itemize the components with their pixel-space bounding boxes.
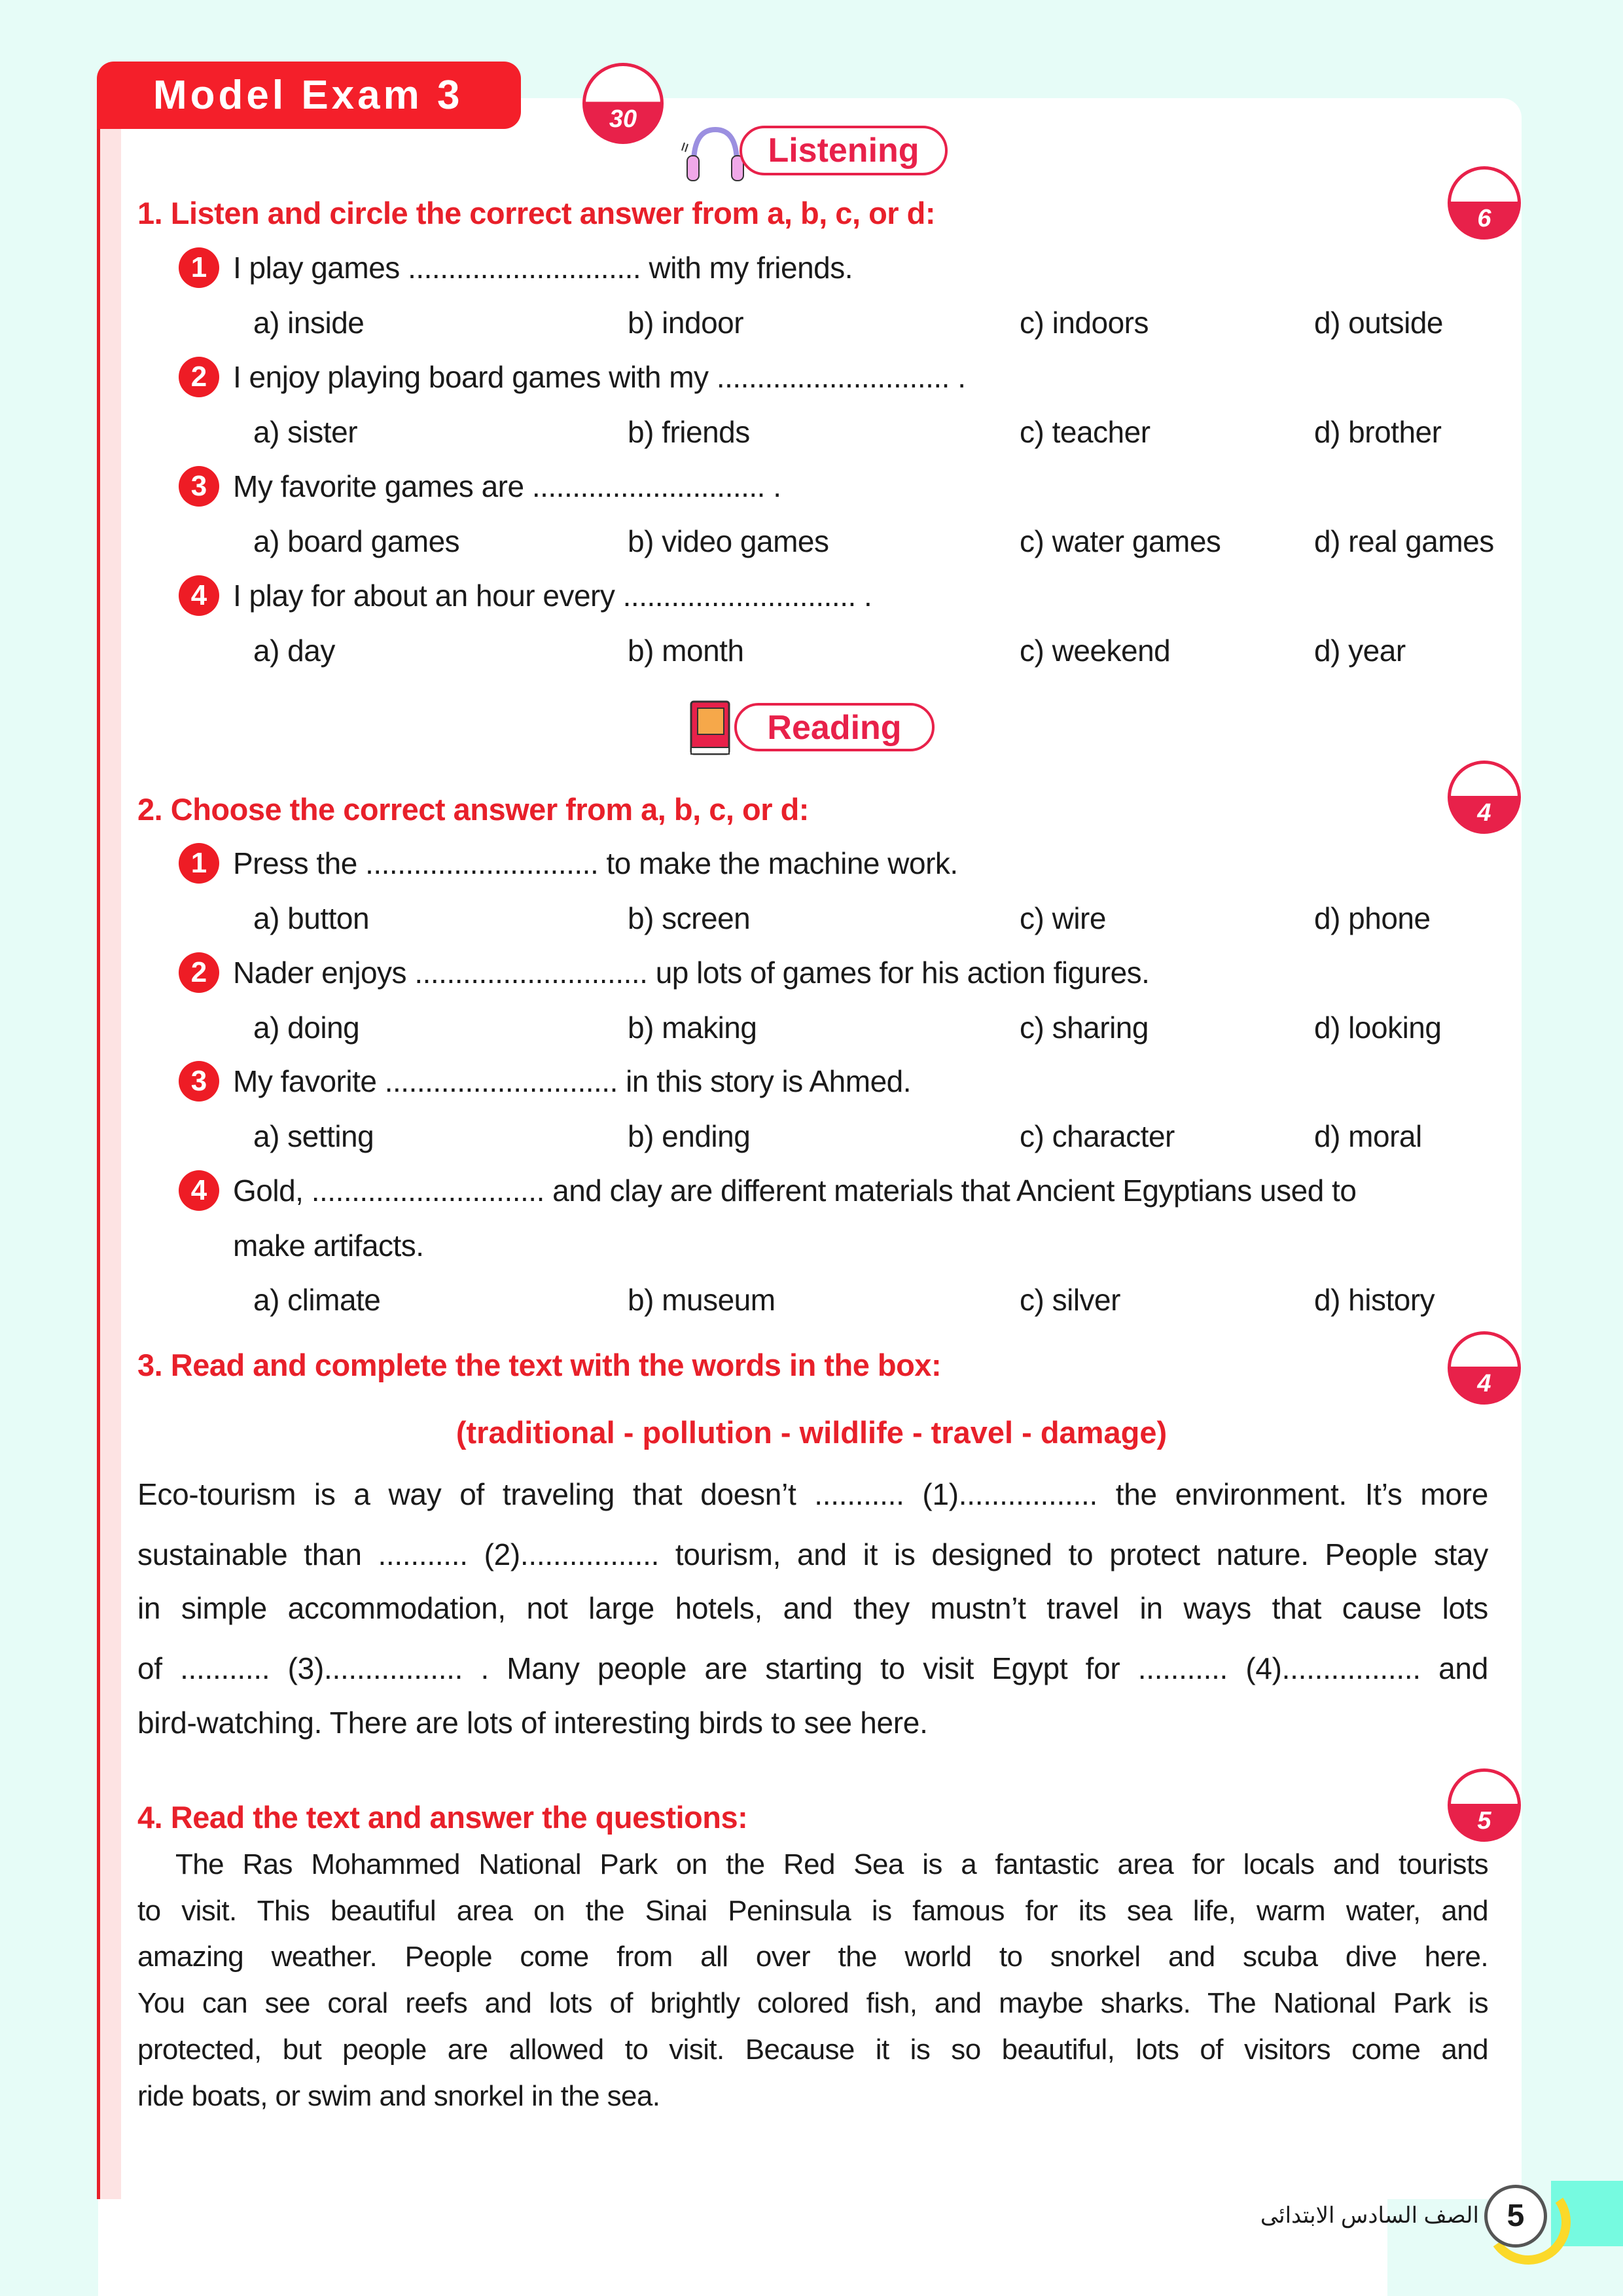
- grade-label: الصف السادس الابتدائى: [1260, 2203, 1479, 2228]
- answer-option: d) year: [1314, 633, 1406, 668]
- answer-option: d) phone: [1314, 901, 1431, 935]
- answer-option: b) making: [628, 1010, 757, 1045]
- question-text: Press the ............................. to make the machine work.: [233, 846, 958, 880]
- answer-option: c) teacher: [1020, 414, 1150, 449]
- question-text: I enjoy playing board games with my ............................. .: [233, 360, 966, 394]
- answer-option: d) moral: [1314, 1119, 1422, 1153]
- answer-option: a) button: [253, 901, 370, 935]
- answer-option: a) setting: [253, 1119, 374, 1153]
- answer-option: b) indoor: [628, 305, 744, 340]
- reading-passage-line: amazing weather. People come from all over the world to snorkel and scuba dive here.: [137, 1941, 1488, 1973]
- answer-option: b) month: [628, 633, 744, 668]
- question-4-heading: 4. Read the text and answer the questions:: [137, 1800, 748, 1835]
- question-number: 3: [179, 1061, 219, 1102]
- completion-text-line: in simple accommodation, not large hotels, and they mustn’t travel in ways that cause lots: [137, 1591, 1488, 1625]
- question-text: My favorite ............................. in this story is Ahmed.: [233, 1064, 912, 1098]
- question-text: I play games ............................. with my friends.: [233, 251, 853, 285]
- completion-text-line: bird-watching. There are lots of interesting birds to see here.: [137, 1706, 928, 1740]
- answer-option: c) weekend: [1020, 633, 1171, 668]
- answer-option: b) friends: [628, 414, 750, 449]
- answer-option: a) inside: [253, 305, 365, 340]
- question-2-score-value: 4: [1477, 799, 1491, 827]
- question-number: 1: [179, 843, 219, 884]
- question-4-score-value: 5: [1477, 1807, 1491, 1835]
- reading-label: Reading: [734, 703, 935, 751]
- question-text: My favorite games are ............................. .: [233, 469, 781, 503]
- answer-option: b) ending: [628, 1119, 751, 1153]
- listening-label: Listening: [740, 126, 948, 175]
- question-1-heading: 1. Listen and circle the correct answer from a, b, c, or d:: [137, 196, 935, 230]
- answer-option: d) real games: [1314, 524, 1494, 558]
- completion-text-line: sustainable than ........... (2)................. tourism, and it is designed to protect nature. People stay: [137, 1537, 1488, 1571]
- question-text-continuation: make artifacts.: [233, 1229, 424, 1263]
- page-number: 5: [1484, 2185, 1547, 2248]
- answer-option: a) board games: [253, 524, 460, 558]
- question-text: I play for about an hour every ............................. .: [233, 579, 872, 613]
- question-number: 2: [179, 357, 219, 397]
- answer-option: a) doing: [253, 1010, 360, 1045]
- answer-option: b) video games: [628, 524, 829, 558]
- question-number: 4: [179, 575, 219, 616]
- answer-option: a) climate: [253, 1283, 381, 1317]
- answer-option: d) looking: [1314, 1010, 1442, 1045]
- answer-option: a) sister: [253, 414, 358, 449]
- book-icon: [688, 699, 734, 758]
- answer-option: c) sharing: [1020, 1010, 1149, 1045]
- question-2-heading: 2. Choose the correct answer from a, b, c, or d:: [137, 792, 809, 827]
- question-3-score-value: 4: [1477, 1370, 1491, 1397]
- completion-text-line: of ........... (3)................. . Many people are starting to visit Egypt for ........... (4)................. and: [137, 1651, 1488, 1685]
- answer-option: c) wire: [1020, 901, 1106, 935]
- answer-option: c) silver: [1020, 1283, 1120, 1317]
- question-number: 4: [179, 1170, 219, 1211]
- question-3-heading: 3. Read and complete the text with the words in the box:: [137, 1348, 942, 1382]
- completion-text-line: Eco-tourism is a way of traveling that doesn’t ........... (1)................. the environment. It’s more: [137, 1477, 1488, 1511]
- headphones-icon: [679, 124, 745, 183]
- reading-passage-line: protected, but people are allowed to visit. Because it is so beautiful, lots of visitors come and: [137, 2033, 1488, 2066]
- question-3-score: [1448, 1331, 1521, 1405]
- question-number: 3: [179, 466, 219, 507]
- question-number: 1: [179, 247, 219, 288]
- answer-option: d) brother: [1314, 414, 1442, 449]
- question-2-score: [1448, 761, 1521, 834]
- answer-option: c) character: [1020, 1119, 1175, 1153]
- answer-option: c) indoors: [1020, 305, 1149, 340]
- reading-passage-line: to visit. This beautiful area on the Sinai Peninsula is famous for its sea life, warm water, and: [137, 1894, 1488, 1927]
- answer-option: b) screen: [628, 901, 751, 935]
- question-1-score-value: 6: [1477, 205, 1491, 232]
- question-text: Nader enjoys ............................. up lots of games for his action figures.: [233, 956, 1150, 990]
- page-panel-bottom: [98, 2186, 1387, 2296]
- answer-option: a) day: [253, 633, 335, 668]
- question-number: 2: [179, 952, 219, 993]
- total-score-badge: [582, 63, 664, 144]
- question-4-score: [1448, 1768, 1521, 1842]
- answer-option: b) museum: [628, 1283, 776, 1317]
- reading-passage-line: ride boats, or swim and snorkel in the sea.: [137, 2079, 660, 2112]
- left-margin-bar: [97, 98, 121, 2199]
- answer-option: c) water games: [1020, 524, 1221, 558]
- question-text: Gold, ............................. and clay are different materials that Ancient Egyptians used to: [233, 1174, 1357, 1208]
- answer-option: d) outside: [1314, 305, 1444, 340]
- word-box: (traditional - pollution - wildlife - travel - damage): [455, 1415, 1168, 1450]
- reading-passage-line: You can see coral reefs and lots of brightly colored fish, and maybe sharks. The National Park is: [137, 1987, 1488, 2020]
- reading-passage-line: The Ras Mohammed National Park on the Red Sea is a fantastic area for locals and tourists: [175, 1848, 1488, 1880]
- total-score: 30: [609, 105, 637, 133]
- exam-title: Model Exam 3: [97, 62, 521, 129]
- question-1-score: [1448, 166, 1521, 240]
- answer-option: d) history: [1314, 1283, 1435, 1317]
